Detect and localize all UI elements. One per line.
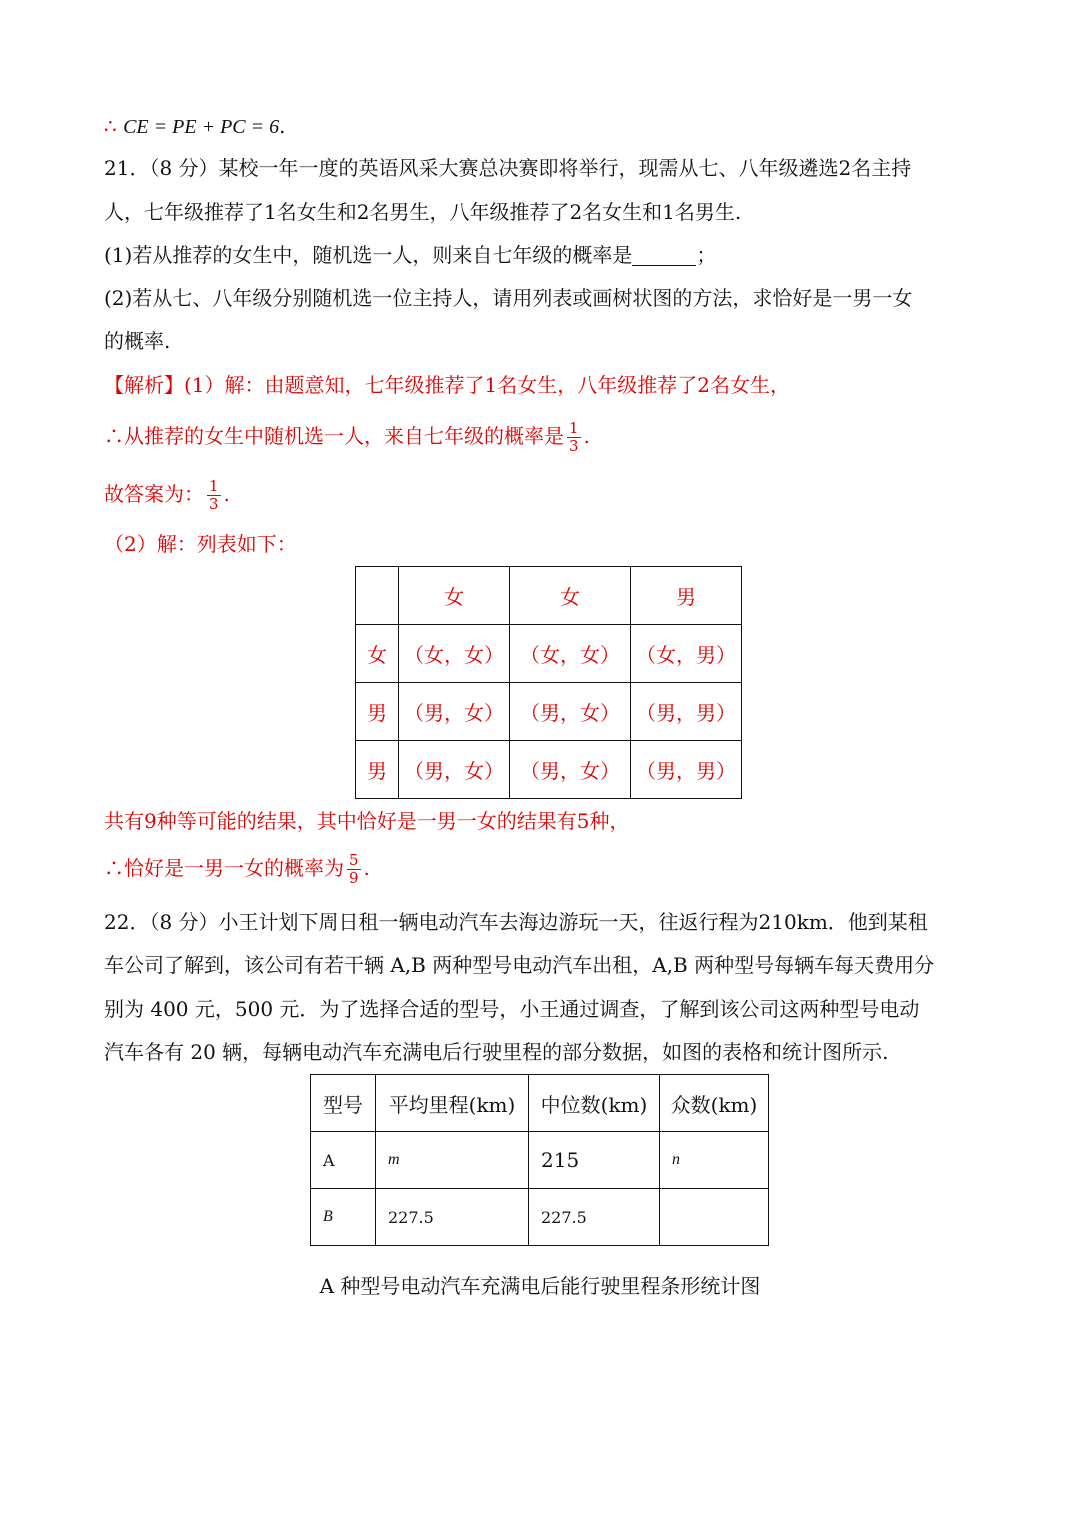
fraction-one-third: $\frac{1}{3}$ <box>569 419 579 455</box>
table-cell: （男，女） <box>399 741 510 799</box>
q22-line2: 车公司了解到，该公司有若干辆 A,B 两种型号电动汽车出租，A,B 两种型号每辆车每天费用分 <box>104 953 935 977</box>
table-cell: 215 <box>529 1132 660 1189</box>
table-cell: 女 <box>356 625 399 683</box>
table-cell: m <box>376 1132 529 1189</box>
table-cell: 227.5 <box>376 1189 529 1246</box>
table-cell: （女，女） <box>510 625 631 683</box>
q21-part1: (1)若从推荐的女生中，随机选一人，则来自七年级的概率是 ； <box>104 243 717 267</box>
analysis-line1: 【解析】(1）解：由题意知，七年级推荐了1名女生，八年级推荐了2名女生， <box>104 373 790 397</box>
table-cell: 227.5 <box>529 1189 660 1246</box>
table-cell: （男，男） <box>631 683 742 741</box>
table-cell: A <box>311 1132 376 1189</box>
q22-line3: 别为 400 元，500 元．为了选择合适的型号，小王通过调查，了解到该公司这两种型号电动 <box>104 997 920 1021</box>
table-cell: （女，女） <box>399 625 510 683</box>
table-cell: （男，女） <box>510 741 631 799</box>
table-cell: 中位数(km) <box>529 1075 660 1132</box>
table-row <box>311 1189 769 1246</box>
table-cell: 男 <box>356 741 399 799</box>
table-cell: （女，男） <box>631 625 742 683</box>
analysis-answer: 故答案为： $\frac{1}{3}$ . <box>104 477 230 513</box>
answer-blank <box>632 245 696 266</box>
table-cell: B <box>311 1189 376 1246</box>
q22-line1: 22．（8 分）小王计划下周日租一辆电动汽车去海边游玩一天，往返行程为210km．他到某租 <box>104 910 928 934</box>
table-cell: n <box>660 1132 769 1189</box>
q21-line2: 人，七年级推荐了1名女生和2名男生，八年级推荐了2名女生和1名男生. <box>104 200 742 224</box>
table-cell: （男，女） <box>399 683 510 741</box>
analysis-result: 共有9种等可能的结果，其中恰好是一男一女的结果有5种， <box>104 809 630 833</box>
analysis-probability: ∴恰好是一男一女的概率为 $\frac{5}{9}$ . <box>104 851 370 887</box>
conclusion-formula: CE = PE + PC = 6 <box>123 116 280 138</box>
fraction-five-ninths: $\frac{5}{9}$ <box>349 851 359 887</box>
table-cell: 型号 <box>311 1075 376 1132</box>
chart-caption: A 种型号电动汽车充满电后能行驶里程条形统计图 <box>319 1274 761 1298</box>
table-row <box>356 741 742 799</box>
table-row <box>356 625 742 683</box>
q21-line1: 21．（8 分）某校一年一度的英语风采大赛总决赛即将举行，现需从七、八年级遴选2名主持 <box>104 156 912 180</box>
table-cell: 平均里程(km) <box>376 1075 529 1132</box>
mileage-table <box>310 1074 769 1246</box>
table-row <box>311 1132 769 1189</box>
q22-line4: 汽车各有 20 辆，每辆电动汽车充满电后行驶里程的部分数据，如图的表格和统计图所示. <box>104 1040 889 1064</box>
table-cell: （男，女） <box>510 683 631 741</box>
table-cell: 男 <box>356 683 399 741</box>
fraction-one-third-answer: $\frac{1}{3}$ <box>209 477 219 513</box>
outcome-table <box>355 566 742 799</box>
table-cell <box>660 1189 769 1246</box>
table-cell: 男 <box>631 567 742 625</box>
table-header-row <box>356 567 742 625</box>
table-cell <box>356 567 399 625</box>
table-row <box>356 683 742 741</box>
q21-part2-line2: 的概率. <box>104 329 171 353</box>
table-header-row <box>311 1075 769 1132</box>
q21-part2-line1: (2)若从七、八年级分别随机选一位主持人，请用列表或画树状图的方法，求恰好是一男一女 <box>104 286 913 310</box>
table-cell: 女 <box>510 567 631 625</box>
table-cell: （男，男） <box>631 741 742 799</box>
table-cell: 众数(km) <box>660 1075 769 1132</box>
analysis-part2-heading: （2）解：列表如下： <box>104 532 297 556</box>
table-cell: 女 <box>399 567 510 625</box>
analysis-line2: ∴从推荐的女生中随机选一人，来自七年级的概率是 $\frac{1}{3}$ . <box>104 419 590 455</box>
prev-conclusion: ∴ CE = PE + PC = 6. <box>104 114 286 138</box>
